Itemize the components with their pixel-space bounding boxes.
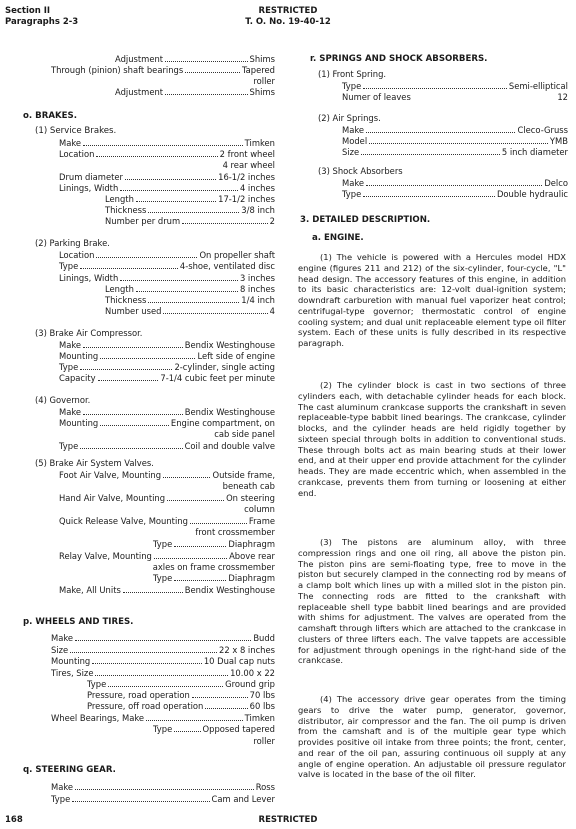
- spec-row: Linings, Width 4 inches: [59, 183, 275, 193]
- spec-row: Quick Release Valve, Mounting Frame: [59, 516, 275, 526]
- spec-row: Type Coil and double valve: [59, 441, 275, 451]
- spec-row: Foot Air Valve, Mounting Outside frame,: [59, 470, 275, 480]
- detailed-description-heading: 3. DETAILED DESCRIPTION.: [300, 215, 431, 225]
- spec-row: Make Bendix Westinghouse: [59, 340, 275, 350]
- spec-row: Type Diaphragm: [153, 539, 275, 549]
- spec-row: Size 5 inch diameter: [342, 147, 568, 157]
- spec-row: Type Double hydraulic: [342, 189, 568, 199]
- spec-row: Adjustment Shims: [115, 54, 275, 64]
- spec-row: Relay Valve, Mounting Above rear: [59, 551, 275, 561]
- spec-row: Location On propeller shaft: [59, 250, 275, 260]
- spec-row: Type Ground grip: [87, 679, 275, 689]
- spec-row: Location 2 front wheel: [59, 149, 275, 159]
- engine-heading: a. ENGINE.: [312, 233, 364, 243]
- spec-continuation: beneath cab: [222, 481, 275, 491]
- spec-continuation: cab side panel: [214, 429, 275, 439]
- spec-row: Pressure, off road operation 60 lbs: [87, 701, 275, 711]
- spec-row: Make, All Units Bendix Westinghouse: [59, 585, 275, 595]
- spec-row: Hand Air Valve, Mounting On steering: [59, 493, 275, 503]
- spec-row: Number used 4: [105, 306, 275, 316]
- page-header-center: [0, 6, 576, 28]
- spec-row: Type Cam and Lever: [51, 794, 275, 804]
- page-number: 168: [5, 815, 23, 825]
- engine-paragraph-1: (1) The vehicle is powered with a Hercules model HDX engine (figures 211 and 212) of the six-cylinder, four-cycle, "L" head design. The accessory features of this engine, in addition to its basic characteristics are: 12-volt dual-ignition system; downdraft carburetion with manual fuel vaporizer heat control; centrifugal-type governor; thermostatic control of engine cooling system; and dual unit replaceable element type oil filter system. Each of these units is fully described in its respective paragraph.: [298, 252, 566, 348]
- engine-paragraph-3: (3) The pistons are aluminum alloy, with three compression rings and one oil ring, all above the piston pin. The piston pins are semi-floating type, free to move in the piston but securely clamped in the connecting rod by means of a clamp bolt which lines up with a milled slot in the piston pin. The connecting rods are fitted to the crankshaft with replaceable shell type babbit lined bearings and are provided with shims for adjustment. The valves are operated from the camshaft through lifters which are attached to the crankcase in clusters of three lifters each. The valve tappets are accessible for adjustment through openings in the right-hand side of the crankcase.: [298, 537, 566, 666]
- spec-row: Make Timken: [59, 138, 275, 148]
- spec-continuation: axles on frame crossmember: [152, 562, 275, 572]
- shock-heading: (3) Shock Absorbers: [318, 166, 403, 176]
- spec-row: Thickness 1/4 inch: [105, 295, 275, 305]
- spec-row: Length 17-1/2 inches: [105, 194, 275, 204]
- spec-row: Through (pinion) shaft bearings Tapered: [51, 65, 275, 75]
- spec-row: Make Ross: [51, 782, 275, 792]
- spec-continuation: roller: [253, 736, 275, 746]
- spec-continuation: front crossmember: [195, 527, 275, 537]
- spec-row: Tires, Size 10.00 x 22: [51, 668, 275, 678]
- spec-row: Numer of leaves 12: [342, 92, 568, 102]
- brakes-heading: o. BRAKES.: [23, 111, 77, 121]
- spec-row: Thickness 3/8 inch: [105, 205, 275, 215]
- spec-row: Make Bendix Westinghouse: [59, 407, 275, 417]
- spec-row: Size 22 x 8 inches: [51, 645, 275, 655]
- spec-row: Type Diaphragm: [153, 573, 275, 583]
- spec-row: Mounting Left side of engine: [59, 351, 275, 361]
- spec-row: Wheel Bearings, Make Timken: [51, 713, 275, 723]
- engine-paragraph-4: (4) The accessory drive gear operates from the timing gears to drive the water pump, generator, governor, distributor, air compressor and the fan. The oil pump is driven from the camshaft and is of the multiple gear type which provides positive oil intake from three points; the front, center, and rear of the oil pan, assuring continuous oil supply at any angle of engine operation. An adjustable oil pressure regulator valve is located in the base of the oil filter.: [298, 694, 566, 780]
- spec-row: Drum diameter 16-1/2 inches: [59, 172, 275, 182]
- spec-row: Type Opposed tapered: [153, 724, 275, 734]
- spec-row: Make Budd: [51, 633, 275, 643]
- spec-row: Mounting 10 Dual cap nuts: [51, 656, 275, 666]
- spec-row: Adjustment Shims: [115, 87, 275, 97]
- footer-restricted: RESTRICTED: [258, 815, 318, 825]
- governor-heading: (4) Governor.: [35, 395, 91, 405]
- engine-paragraph-2: (2) The cylinder block is cast in two sections of three cylinders each, with detachable cylinder heads for each block. The cast aluminum crankcase supports the crankshaft in seven replaceable-type babbit lined bearings. The crankcase, cylinder blocks, and the cylinder heads are held rigidly together by sixteen special through bolts in addition to conventional studs. These through bolts act as main bearing studs at their lower end, and at their upper end provide attachment for the cylinder heads. They are made eccentric which, when assembled in the crankcase, prevents them from turning or loosening at either end.: [298, 380, 566, 498]
- spec-row: Model YMB: [342, 136, 568, 146]
- steering-heading: q. STEERING GEAR.: [23, 765, 116, 775]
- spec-continuation: 4 rear wheel: [222, 160, 275, 170]
- spec-row: Type Semi-elliptical: [342, 81, 568, 91]
- to-number: T. O. No. 19-40-12: [245, 17, 331, 27]
- spec-row: Type 2-cylinder, single acting: [59, 362, 275, 372]
- paragraphs-label: Paragraphs 2-3: [5, 17, 79, 27]
- section-label: Section II: [5, 6, 51, 16]
- spec-continuation: roller: [253, 76, 275, 86]
- spec-row: Number per drum 2: [105, 216, 275, 226]
- wheels-heading: p. WHEELS AND TIRES.: [23, 617, 134, 627]
- springs-heading: r. SPRINGS AND SHOCK ABSORBERS.: [310, 54, 488, 64]
- spec-row: Capacity 7-1/4 cubic feet per minute: [59, 373, 275, 383]
- spec-row: Type 4-shoe, ventilated disc: [59, 261, 275, 271]
- spec-row: Mounting Engine compartment, on: [59, 418, 275, 428]
- spec-row: Pressure, road operation 70 lbs: [87, 690, 275, 700]
- spec-row: Make Cleco-Gruss: [342, 125, 568, 135]
- valves-heading: (5) Brake Air System Valves.: [35, 458, 154, 468]
- parking-brake-heading: (2) Parking Brake.: [35, 238, 110, 248]
- air-springs-heading: (2) Air Springs.: [318, 113, 381, 123]
- front-spring-heading: (1) Front Spring.: [318, 69, 387, 79]
- service-brakes-heading: (1) Service Brakes.: [35, 126, 117, 136]
- compressor-heading: (3) Brake Air Compressor.: [35, 328, 143, 338]
- restricted-label: RESTRICTED: [258, 6, 318, 16]
- spec-row: Length 8 inches: [105, 284, 275, 294]
- spec-row: Linings, Width 3 inches: [59, 273, 275, 283]
- spec-continuation: column: [244, 504, 275, 514]
- spec-row: Make Delco: [342, 178, 568, 188]
